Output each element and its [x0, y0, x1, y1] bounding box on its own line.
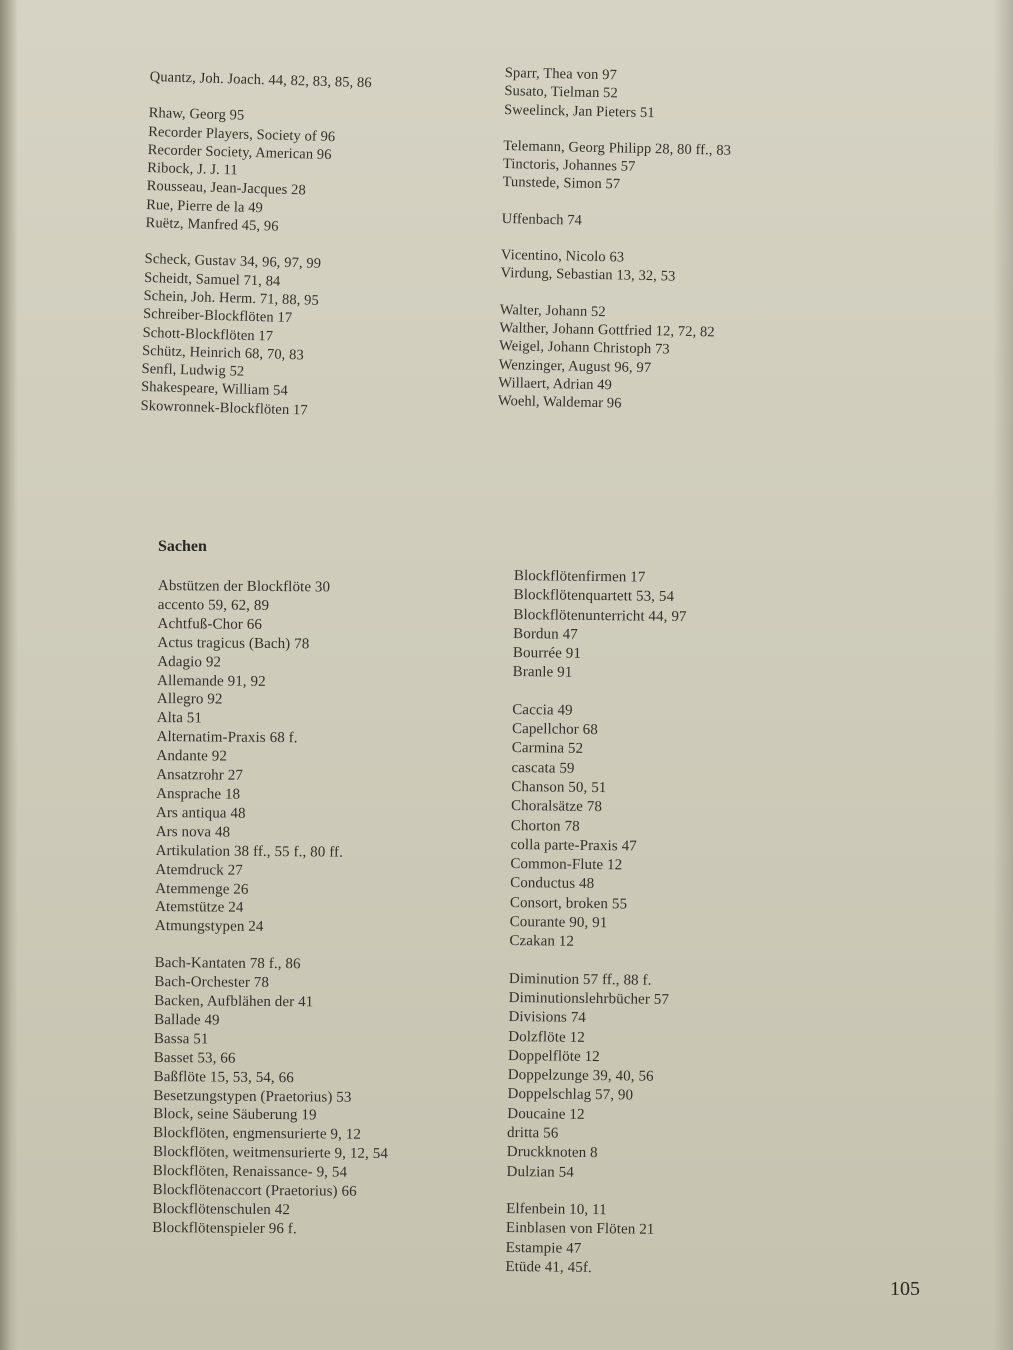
index-entry: Andante 92 — [156, 748, 228, 765]
index-entry: Einblasen von Flöten 21 — [505, 1220, 655, 1238]
index-entry: Divisions 74 — [508, 1009, 587, 1027]
index-entry: Schreiber-Blockflöten 17 — [142, 306, 293, 327]
index-entry: Willaert, Adrian 49 — [498, 374, 613, 394]
index-entry: Branle 91 — [512, 664, 573, 682]
index-entry: Doppelschlag 57, 90 — [507, 1086, 634, 1104]
index-entry: Bordun 47 — [513, 625, 578, 643]
index-entry: Ars nova 48 — [155, 823, 231, 841]
index-entry: Uffenbach 74 — [501, 210, 583, 229]
index-entry: Caccia 49 — [512, 701, 573, 719]
index-entry: Walter, Johann 52 — [499, 301, 606, 320]
index-entry: Recorder Society, American 96 — [147, 141, 332, 163]
section-heading-sachen: Sachen — [158, 538, 207, 555]
index-entry: Alta 51 — [156, 710, 203, 727]
index-entry: Conductus 48 — [510, 875, 595, 893]
index-entry: Schott-Blockflöten 17 — [142, 324, 274, 345]
index-entry: accento 59, 62, 89 — [157, 596, 270, 614]
index-entry: Rhaw, Georg 95 — [148, 105, 245, 124]
index-entry: Doppelflöte 12 — [507, 1047, 600, 1065]
index-entry: Rousseau, Jean-Jacques 28 — [146, 178, 306, 199]
index-entry: Schütz, Heinrich 68, 70, 83 — [141, 342, 305, 364]
page-number: 105 — [890, 1278, 920, 1300]
index-entry: Carmina 52 — [511, 740, 584, 758]
index-entry: Rue, Pierre de la 49 — [145, 196, 264, 216]
index-entry: Weigel, Johann Christoph 73 — [498, 338, 670, 358]
index-entry: Blockflötenaccort (Praetorius) 66 — [152, 1182, 357, 1200]
index-entry: Blockflötenfirmen 17 — [513, 567, 646, 586]
index-entry: Tunstede, Simon 57 — [502, 174, 621, 193]
index-entry: Ansatzrohr 27 — [156, 767, 244, 784]
index-entry: Bach-Orchester 78 — [154, 974, 270, 992]
index-entry: Bassa 51 — [153, 1030, 209, 1048]
index-entry: Skowronnek-Blockflöten 17 — [140, 397, 308, 419]
index-entry: Susato, Tielman 52 — [504, 83, 618, 102]
index-entry: Achtfuß-Chor 66 — [157, 615, 263, 633]
index-entry: Bourrée 91 — [512, 645, 582, 663]
index-entry: Estampie 47 — [505, 1239, 582, 1257]
index-entry: Senfl, Ludwig 52 — [141, 361, 245, 380]
index-entry: Shakespeare, William 54 — [140, 379, 289, 400]
index-entry: Doucaine 12 — [507, 1105, 585, 1123]
index-entry: Telemann, Georg Philipp 28, 80 ff., 83 — [503, 137, 732, 159]
index-entry: Besetzungstypen (Praetorius) 53 — [153, 1087, 352, 1106]
subject-index-right-column — [505, 567, 687, 1279]
index-entry: Sweelinck, Jan Pieters 51 — [503, 101, 655, 121]
index-entry: Common-Flute 12 — [510, 856, 623, 874]
index-group-spacer — [155, 936, 390, 956]
index-entry: Chorton 78 — [510, 817, 580, 835]
index-entry: Atemmenge 26 — [155, 880, 249, 898]
index-entry: Blockflöten, Renaissance- 9, 54 — [152, 1163, 348, 1181]
index-entry: Vicentino, Nicolo 63 — [500, 247, 625, 266]
index-entry: Capellchor 68 — [511, 721, 598, 739]
index-entry: Ruëtz, Manfred 45, 96 — [145, 215, 279, 235]
index-entry: Scheck, Gustav 34, 96, 97, 99 — [144, 251, 322, 273]
index-entry: Virdung, Sebastian 13, 32, 53 — [500, 265, 676, 285]
index-entry: Blockflötenschulen 42 — [152, 1200, 291, 1219]
index-entry: Blockflöten, weitmensurierte 9, 12, 54 — [152, 1144, 389, 1163]
index-entry: dritta 56 — [506, 1124, 559, 1142]
index-entry: Quantz, Joh. Joach. 44, 82, 83, 85, 86 — [149, 68, 372, 92]
index-entry: colla parte-Praxis 47 — [510, 836, 637, 855]
index-entry: Consort, broken 55 — [509, 894, 628, 913]
index-group-spacer — [509, 952, 682, 972]
index-entry: Dulzian 54 — [506, 1163, 574, 1181]
index-entry: Schein, Joh. Herm. 71, 88, 95 — [143, 287, 320, 309]
index-entry: Recorder Players, Society of 96 — [148, 123, 336, 145]
index-entry: Atemstütze 24 — [155, 899, 244, 917]
index-entry: Adagio 92 — [157, 653, 222, 671]
index-entry: Blockflötenquartett 53, 54 — [513, 587, 675, 606]
index-group-spacer — [506, 1182, 679, 1202]
index-entry: Diminution 57 ff., 88 f. — [508, 970, 652, 989]
person-index-left-column — [140, 68, 372, 421]
index-entry: Alternatim-Praxis 68 f. — [156, 729, 298, 747]
index-entry: Courante 90, 91 — [509, 914, 608, 932]
index-entry: Scheidt, Samuel 71, 84 — [143, 269, 281, 290]
index-entry: Chanson 50, 51 — [511, 778, 607, 797]
index-entry: Ars antiqua 48 — [155, 804, 246, 822]
index-entry: Atemdruck 27 — [155, 861, 243, 879]
index-entry: Sparr, Thea von 97 — [504, 64, 618, 84]
index-entry: Allegro 92 — [156, 691, 223, 709]
person-index-right-column — [498, 64, 733, 415]
index-entry: Block, seine Säuberung 19 — [153, 1106, 317, 1124]
index-entry: Doppelzunge 39, 40, 56 — [507, 1067, 654, 1085]
index-entry: Actus tragicus (Bach) 78 — [157, 634, 310, 653]
index-entry: Allemande 91, 92 — [157, 672, 266, 690]
index-entry: Choralsätze 78 — [510, 798, 603, 816]
subject-index-left-column — [152, 577, 393, 1240]
index-entry: Woehl, Waldemar 96 — [497, 393, 622, 412]
index-entry: Blockflötenspieler 96 f. — [152, 1219, 297, 1238]
index-entry: Druckknoten 8 — [506, 1144, 598, 1162]
index-entry: Backen, Aufblähen der 41 — [154, 993, 314, 1011]
index-entry: Blockflöten, engmensurierte 9, 12 — [153, 1125, 362, 1144]
index-entry: Blockflötenunterricht 44, 97 — [513, 606, 687, 625]
index-entry: Dolzflöte 12 — [508, 1028, 585, 1046]
index-entry: Wenzinger, August 96, 97 — [498, 356, 652, 376]
index-entry: Baßflöte 15, 53, 54, 66 — [153, 1068, 294, 1086]
index-entry: Ansprache 18 — [156, 785, 241, 803]
index-entry: Artikulation 38 ff., 55 f., 80 ff. — [155, 842, 344, 861]
index-entry: Elfenbein 10, 11 — [506, 1200, 607, 1219]
index-group-spacer — [512, 683, 685, 703]
index-entry: Ballade 49 — [154, 1011, 220, 1029]
index-entry: Basset 53, 66 — [153, 1049, 236, 1067]
index-entry: Abstützen der Blockflöte 30 — [157, 577, 331, 596]
index-entry: Walther, Johann Gottfried 12, 72, 82 — [499, 319, 715, 341]
index-entry: Czakan 12 — [509, 933, 575, 951]
index-entry: cascata 59 — [511, 759, 575, 777]
index-entry: Bach-Kantaten 78 f., 86 — [154, 955, 301, 973]
index-entry: Etüde 41, 45f. — [505, 1258, 592, 1276]
index-entry: Tinctoris, Johannes 57 — [502, 156, 636, 175]
index-entry: Atmungstypen 24 — [154, 918, 264, 936]
index-entry: Diminutionslehrbücher 57 — [508, 989, 670, 1008]
index-entry: Ribock, J. J. 11 — [146, 160, 238, 179]
